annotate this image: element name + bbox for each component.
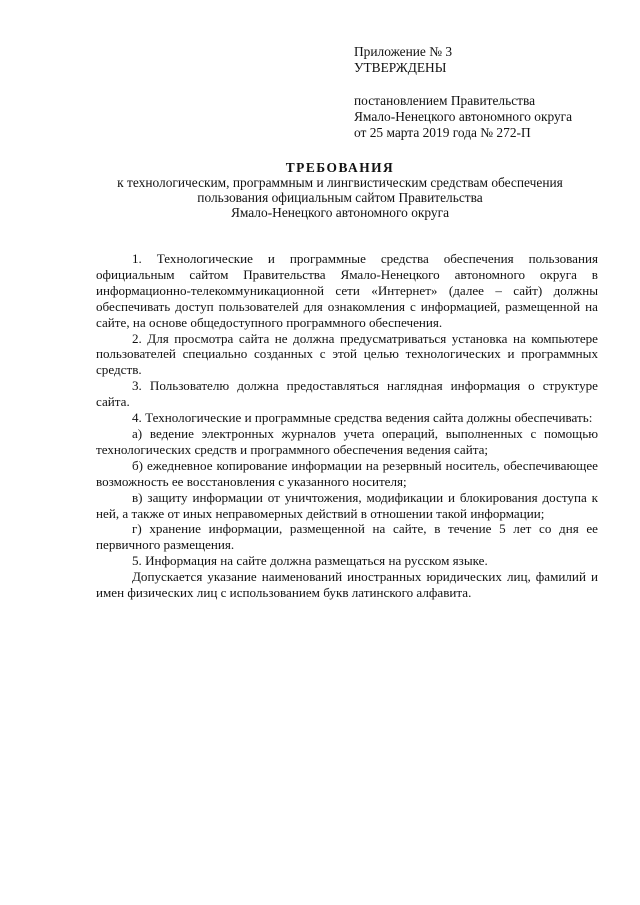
approval-spacer: [354, 76, 614, 93]
subparagraph-v: в) защиту информации от уничтожения, модификации и блокирования доступа к ней, а также от иных неправомерных действий в отношении такой информации;: [96, 489, 598, 521]
approved-label: УТВЕРЖДЕНЫ: [354, 60, 447, 75]
paragraph-3: 3. Пользователю должна предоставляться наглядная информация о структуре сайта.: [96, 378, 598, 410]
paragraph-4: 4. Технологические и программные средства ведения сайта должны обеспечивать:: [132, 410, 593, 426]
document-header: [40, 160, 640, 220]
paragraph-5: 5. Информация на сайте должна размещаться на русском языке.: [132, 553, 488, 569]
document-body: [96, 251, 598, 601]
subparagraph-b: б) ежедневное копирование информации на резервный носитель, обеспечивающее возможность ее восстановления с указанного носителя;: [96, 457, 598, 489]
approval-date: от 25 марта 2019 года № 272-П: [354, 125, 531, 140]
document-title: ТРЕБОВАНИЯ: [285, 160, 395, 175]
subparagraph-a: а) ведение электронных журналов учета операций, выполненных с помощью технологических средств и программного обеспечения ведения сайта;: [96, 425, 598, 457]
approval-resolution: постановлением Правительства: [354, 93, 536, 108]
approval-stamp: [354, 44, 614, 141]
appendix-number: Приложение № 3: [354, 44, 453, 59]
document-subtitle-2: пользования официальным сайтом Правительства: [197, 190, 483, 205]
approval-region: Ямало-Ненецкого автономного округа: [354, 109, 573, 124]
paragraph-2: 2. Для просмотра сайта не должна предусматриваться установка на компьютере пользователей специально созданных с этой целью технологических и программных средств.: [96, 330, 598, 378]
subparagraph-g: г) хранение информации, размещенной на сайте, в течение 5 лет со дня ее первичного размещения.: [96, 521, 598, 553]
document-subtitle-3: Ямало-Ненецкого автономного округа: [230, 205, 450, 220]
paragraph-1: 1. Технологические и программные средства обеспечения пользования официальным сайтом Правительства Ямало-Ненецкого автономного округа в информационно-телекоммуникационной сети «Интернет» (далее – сайт) должны обеспечивать доступ пользователей для ознакомления с информацией, размещенной на сайте, на основе общедоступного программного обеспечения.: [96, 251, 598, 330]
document-subtitle-1: к технологическим, программным и лингвистическим средствам обеспечения: [117, 175, 563, 190]
paragraph-latin: Допускается указание наименований иностранных юридических лиц, фамилий и имен физических лиц с использованием букв латинского алфавита.: [96, 569, 598, 601]
